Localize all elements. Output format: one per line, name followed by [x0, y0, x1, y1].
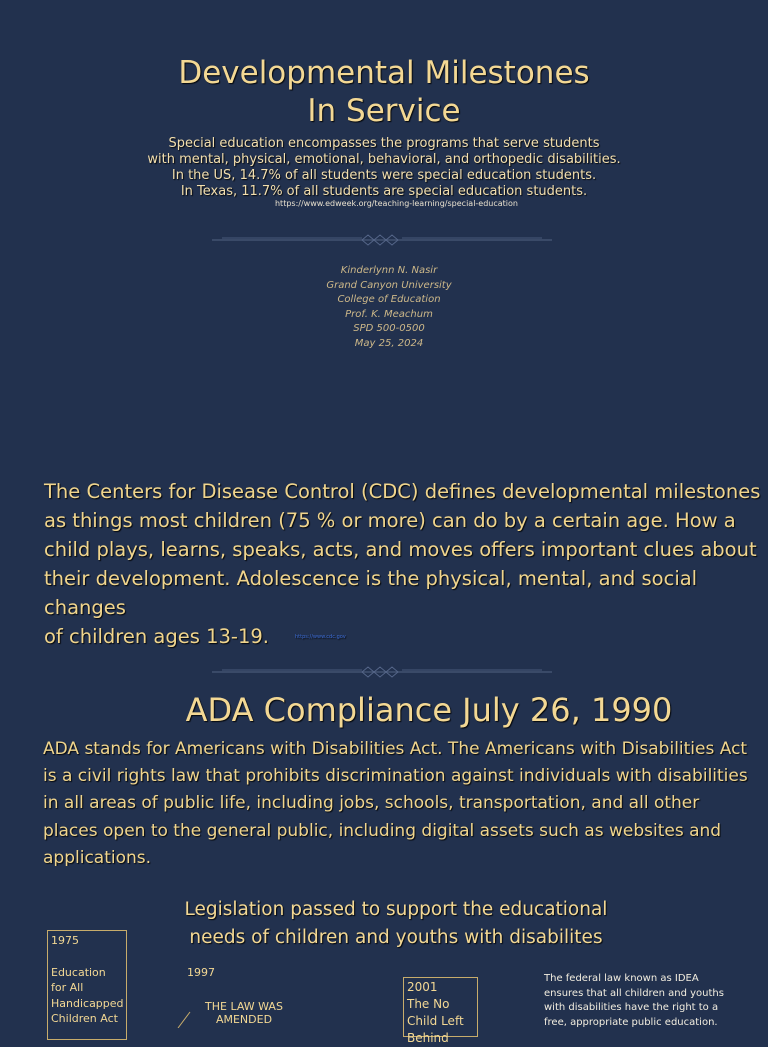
- timeline-text-2001: The No Child Left Behind: [407, 997, 464, 1045]
- intro-line-4: In Texas, 11.7% of all students are special education students.: [180, 184, 588, 199]
- timeline-text-1975: Education for All Handicapped Children Act: [51, 965, 124, 1025]
- page-title: [0, 54, 768, 130]
- ornamental-divider: [212, 234, 552, 246]
- intro-line-3: In the US, 14.7% of all students were special education students.: [171, 168, 597, 183]
- ornamental-divider: [212, 666, 552, 678]
- date: May 25, 2024: [354, 337, 424, 349]
- title-line-2: In Service: [307, 93, 461, 129]
- ada-description: ADA stands for Americans with Disabilities Act. The Americans with Disabilities Act is a civil rights law that prohibits discrimination against individuals with disabilities in all areas of public life, including jobs, schools, transportation, and all other places open to the general public, including digital assets such as websites and applications.: [43, 739, 748, 866]
- university: Grand Canyon University: [326, 279, 452, 291]
- timeline-box-2001: [403, 977, 478, 1045]
- cdc-paragraph: The Centers for Disease Control (CDC) defines developmental milestones as things most children (75 % or more) can do by a certain age. How a child plays, learns, speaks, acts, and moves offers important clues about their development. Adolescence is the physical, mental, and social changes: [44, 480, 761, 619]
- source-link-edweek[interactable]: https://www.edweek.org/teaching-learning/special-education: [274, 199, 518, 208]
- course-code: SPD 500-0500: [353, 323, 425, 334]
- timeline-text-1997: THE LAW WAS AMENDED: [205, 1000, 283, 1026]
- cdc-link[interactable]: https://www.cdc.gov: [294, 634, 346, 640]
- idea-description: The federal law known as IDEA ensures that all children and youths with disabilities have the right to a free, appropriate public education.: [544, 973, 724, 1028]
- cdc-last-line: of children ages 13-19.: [44, 625, 269, 648]
- timeline-year-2001: 2001: [407, 980, 438, 994]
- timeline-year-1997: 1997: [187, 966, 215, 979]
- intro-line-1: Special education encompasses the programs that serve students: [168, 136, 600, 151]
- intro-line-2: with mental, physical, emotional, behavioral, and orthopedic disabilities.: [147, 152, 621, 167]
- professor: Prof. K. Meachum: [345, 308, 433, 320]
- title-line-1: Developmental Milestones: [178, 55, 590, 91]
- intro-text: [0, 136, 768, 200]
- timeline-year-1975: 1975: [51, 934, 79, 947]
- author-name: Kinderlynn N. Nasir: [340, 265, 438, 276]
- cdc-definition: [44, 477, 764, 652]
- legislation-heading-line-2: needs of children and youths with disabilites: [189, 927, 603, 948]
- credits: [0, 264, 768, 351]
- ada-heading: ADA Compliance July 26, 1990: [185, 691, 673, 729]
- college: College of Education: [337, 294, 441, 305]
- legislation-heading-line-1: Legislation passed to support the educational: [184, 899, 608, 920]
